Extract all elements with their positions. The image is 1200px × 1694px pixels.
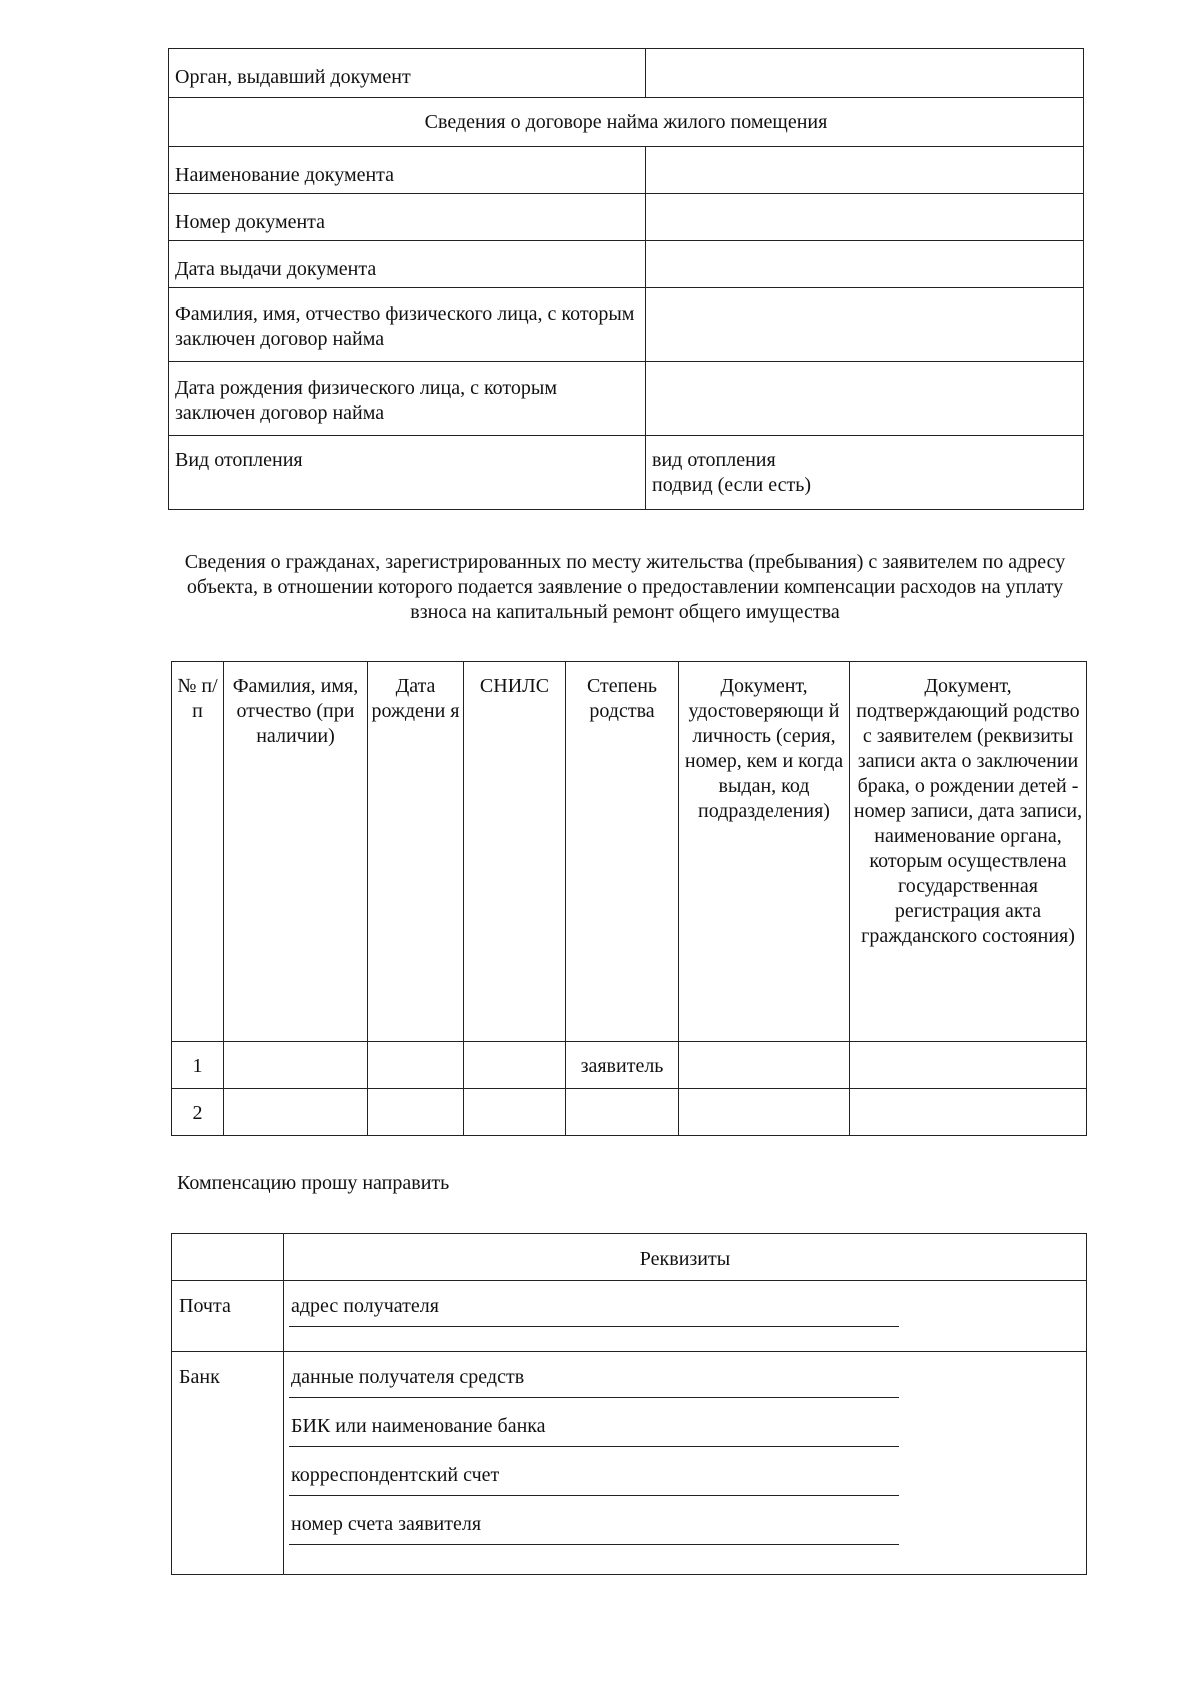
relation-cell[interactable] — [566, 1089, 679, 1136]
heating-subtype-hint: подвид (если есть) — [652, 474, 811, 496]
document-name-label: Наименование документа — [175, 164, 395, 186]
snils-cell[interactable] — [464, 1089, 566, 1136]
lease-section-title: Сведения о договоре найма жилого помещения — [424, 111, 828, 133]
document-name-value[interactable] — [646, 147, 1084, 194]
tenant-birthdate-label: Дата рождения физического лица, с которым заключен договор найма — [175, 377, 557, 424]
identity-document-cell[interactable] — [679, 1042, 850, 1089]
requisites-table — [171, 1233, 1087, 1575]
recipient-address-line[interactable] — [289, 1326, 899, 1327]
recipient-data-field[interactable] — [284, 1353, 1086, 1402]
snils-cell[interactable] — [464, 1042, 566, 1089]
tenant-birthdate-value[interactable] — [646, 362, 1084, 436]
kinship-document-cell[interactable] — [850, 1089, 1087, 1136]
col-header-identity-document: Документ, удостоверяющи й личность (серия, номер, кем и когда выдан, код подразделения) — [684, 675, 844, 822]
document-number-value[interactable] — [646, 194, 1084, 241]
bik-field[interactable] — [284, 1402, 1086, 1451]
heating-type-value[interactable] — [646, 436, 1084, 510]
birth-date-cell[interactable] — [368, 1042, 464, 1089]
col-header-number: № п/п — [177, 675, 218, 722]
compensation-label: Компенсацию прошу направить — [177, 1172, 450, 1194]
lease-info-table — [168, 48, 1084, 510]
issuing-authority-value[interactable] — [646, 49, 1084, 98]
applicant-account-label: номер счета заявителя — [291, 1513, 482, 1535]
tenant-name-label: Фамилия, имя, отчество физического лица, с которым заключен договор найма — [175, 303, 635, 350]
recipient-data-label: данные получателя средств — [291, 1366, 525, 1388]
identity-document-cell[interactable] — [679, 1089, 850, 1136]
kinship-document-cell[interactable] — [850, 1042, 1087, 1089]
col-header-snils: СНИЛС — [479, 675, 550, 697]
bik-line[interactable] — [289, 1446, 899, 1447]
document-number-label: Номер документа — [175, 211, 326, 233]
recipient-address-label: адрес получателя — [291, 1295, 439, 1317]
bik-label: БИК или наименование банка — [291, 1415, 546, 1437]
registered-citizens-table — [171, 661, 1087, 1136]
full-name-cell[interactable] — [224, 1042, 368, 1089]
document-issue-date-value[interactable] — [646, 241, 1084, 288]
applicant-account-field[interactable] — [284, 1500, 1086, 1549]
relation-cell: заявитель — [580, 1055, 664, 1077]
row-number: 2 — [192, 1102, 203, 1124]
requisites-header: Реквизиты — [639, 1248, 731, 1270]
heating-type-hint: вид отопления — [652, 449, 776, 471]
tenant-name-value[interactable] — [646, 288, 1084, 362]
col-header-relation: Степень родства — [586, 675, 658, 722]
col-header-birth-date: Дата рождени я — [371, 675, 460, 722]
citizens-section-heading: Сведения о гражданах, зарегистрированных по месту жительства (пребывания) с заявителем по адресу объекта, в отношении которого подается заявление о предоставлении компенсации расходов на уплату взноса на капитальный ремонт общего имущества — [184, 551, 1066, 623]
issuing-authority-label: Орган, выдавший документ — [175, 66, 411, 88]
table-row — [172, 1042, 1087, 1089]
table-row — [172, 1089, 1087, 1136]
document-issue-date-label: Дата выдачи документа — [175, 258, 377, 280]
correspondent-account-label: корреспондентский счет — [291, 1464, 500, 1486]
correspondent-account-line[interactable] — [289, 1495, 899, 1496]
applicant-account-line[interactable] — [289, 1544, 899, 1545]
bank-label: Банк — [179, 1366, 220, 1388]
col-header-kinship-document: Документ, подтверждающий родство с заявителем (реквизиты записи акта о заключении брака, о рождении детей - номер записи, дата записи, наименование органа, которым осуществлена государственная регистрация акта гражданского состояния) — [853, 675, 1083, 947]
recipient-address-field[interactable] — [284, 1282, 1086, 1331]
full-name-cell[interactable] — [224, 1089, 368, 1136]
correspondent-account-field[interactable] — [284, 1451, 1086, 1500]
mail-label: Почта — [179, 1295, 231, 1317]
recipient-data-line[interactable] — [289, 1397, 899, 1398]
heating-type-label: Вид отопления — [175, 449, 303, 471]
birth-date-cell[interactable] — [368, 1089, 464, 1136]
row-number: 1 — [192, 1055, 203, 1077]
col-header-full-name: Фамилия, имя, отчество (при наличии) — [232, 675, 359, 747]
